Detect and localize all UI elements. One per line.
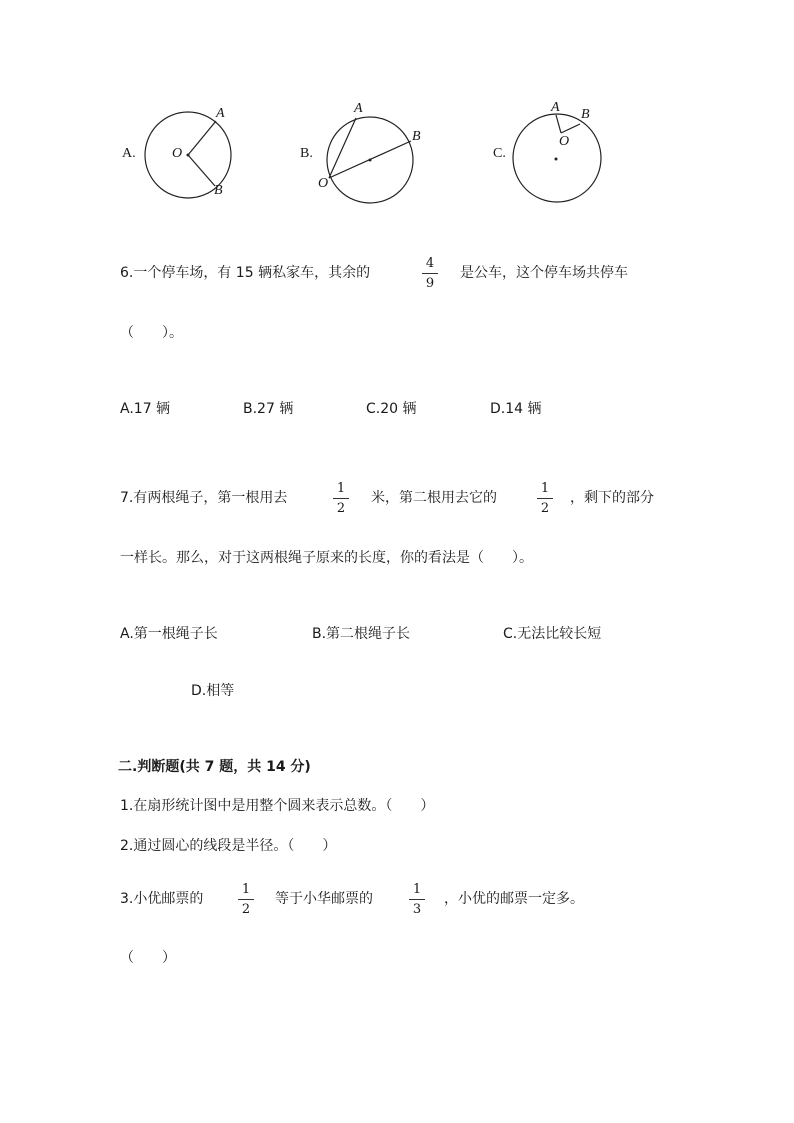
segment-o-b <box>561 124 580 133</box>
q7-option-a[interactable]: A.第一根绳子长 <box>120 626 218 642</box>
q7-text-1: 7.有两根绳子，第一根用去 <box>120 490 288 506</box>
figure-b-point-a: A <box>354 101 363 116</box>
circle-figures <box>0 90 794 220</box>
figure-b-point-b: B <box>412 129 421 144</box>
judge-item-2: 2.通过圆心的线段是半径。（ ） <box>120 838 337 854</box>
figure-a-point-b: B <box>214 183 223 198</box>
figure-c-center-label: O <box>559 134 570 149</box>
center-dot-c <box>555 158 558 161</box>
j3-frac1-num: 1 <box>241 882 251 897</box>
segment-a-o <box>556 115 561 133</box>
section-2-title: 二.判断题(共 7 题，共 14 分) <box>118 759 311 775</box>
center-dot-a <box>187 154 190 157</box>
judge-item-3-middle: 等于小华邮票的 <box>275 891 373 907</box>
q6-frac-den: 9 <box>425 276 435 291</box>
judge-item-3-blank[interactable]: （ ） <box>120 950 176 966</box>
center-dot-b <box>369 159 372 162</box>
q7-line-2: 一样长。那么，对于这两根绳子原来的长度，你的看法是（ ）。 <box>120 550 533 566</box>
judge-item-3-after: ，小优的邮票一定多。 <box>444 891 584 907</box>
q6-option-d[interactable]: D.14 辆 <box>490 401 542 417</box>
judge-item-3-before: 3.小优邮票的 <box>120 891 204 907</box>
j3-frac2-den: 3 <box>412 902 422 917</box>
q7-frac1-den: 2 <box>336 501 346 516</box>
q7-fraction-1 <box>331 482 351 515</box>
figure-c-point-b: B <box>581 107 590 122</box>
q7-text-3: ，剩下的部分 <box>570 490 654 506</box>
figure-c-point-a: A <box>551 100 560 115</box>
q7-frac1-num: 1 <box>336 481 346 496</box>
radius-ob <box>188 155 215 186</box>
j3-fraction-1 <box>236 883 256 916</box>
q6-answer-blank[interactable]: （ ）。 <box>120 325 183 341</box>
q7-frac2-num: 1 <box>540 481 550 496</box>
radius-oa <box>188 121 216 155</box>
fraction-bar <box>238 899 254 900</box>
fraction-bar <box>422 273 438 274</box>
q6-text-after: 是公车，这个停车场共停车 <box>460 265 628 281</box>
q6-text-before: 6.一个停车场，有 15 辆私家车，其余的 <box>120 265 371 281</box>
j3-fraction-2 <box>407 883 427 916</box>
figure-a-option: A. <box>122 146 136 161</box>
fraction-bar <box>333 498 349 499</box>
q6-option-a[interactable]: A.17 辆 <box>120 401 171 417</box>
q7-fraction-2 <box>535 482 555 515</box>
q7-option-b[interactable]: B.第二根绳子长 <box>312 626 411 642</box>
j3-frac1-den: 2 <box>241 902 251 917</box>
figure-a-point-a: A <box>216 106 225 121</box>
q6-option-c[interactable]: C.20 辆 <box>366 401 417 417</box>
q7-option-d[interactable]: D.相等 <box>191 683 235 699</box>
q7-frac2-den: 2 <box>540 501 550 516</box>
fraction-bar <box>537 498 553 499</box>
j3-frac2-num: 1 <box>412 882 422 897</box>
q6-frac-num: 4 <box>425 256 435 271</box>
figure-c-option: C. <box>493 146 506 161</box>
q6-fraction <box>420 257 440 290</box>
figure-row <box>0 90 794 220</box>
q7-text-2: 米，第二根用去它的 <box>371 490 497 506</box>
q7-option-c[interactable]: C.无法比较长短 <box>503 626 602 642</box>
q6-option-b[interactable]: B.27 辆 <box>243 401 294 417</box>
figure-b-option: B. <box>300 146 313 161</box>
figure-b-end-label: O <box>318 176 329 191</box>
judge-item-1: 1.在扇形统计图中是用整个圆来表示总数。（ ） <box>120 798 435 814</box>
figure-a-center-label: O <box>172 146 183 161</box>
fraction-bar <box>409 899 425 900</box>
